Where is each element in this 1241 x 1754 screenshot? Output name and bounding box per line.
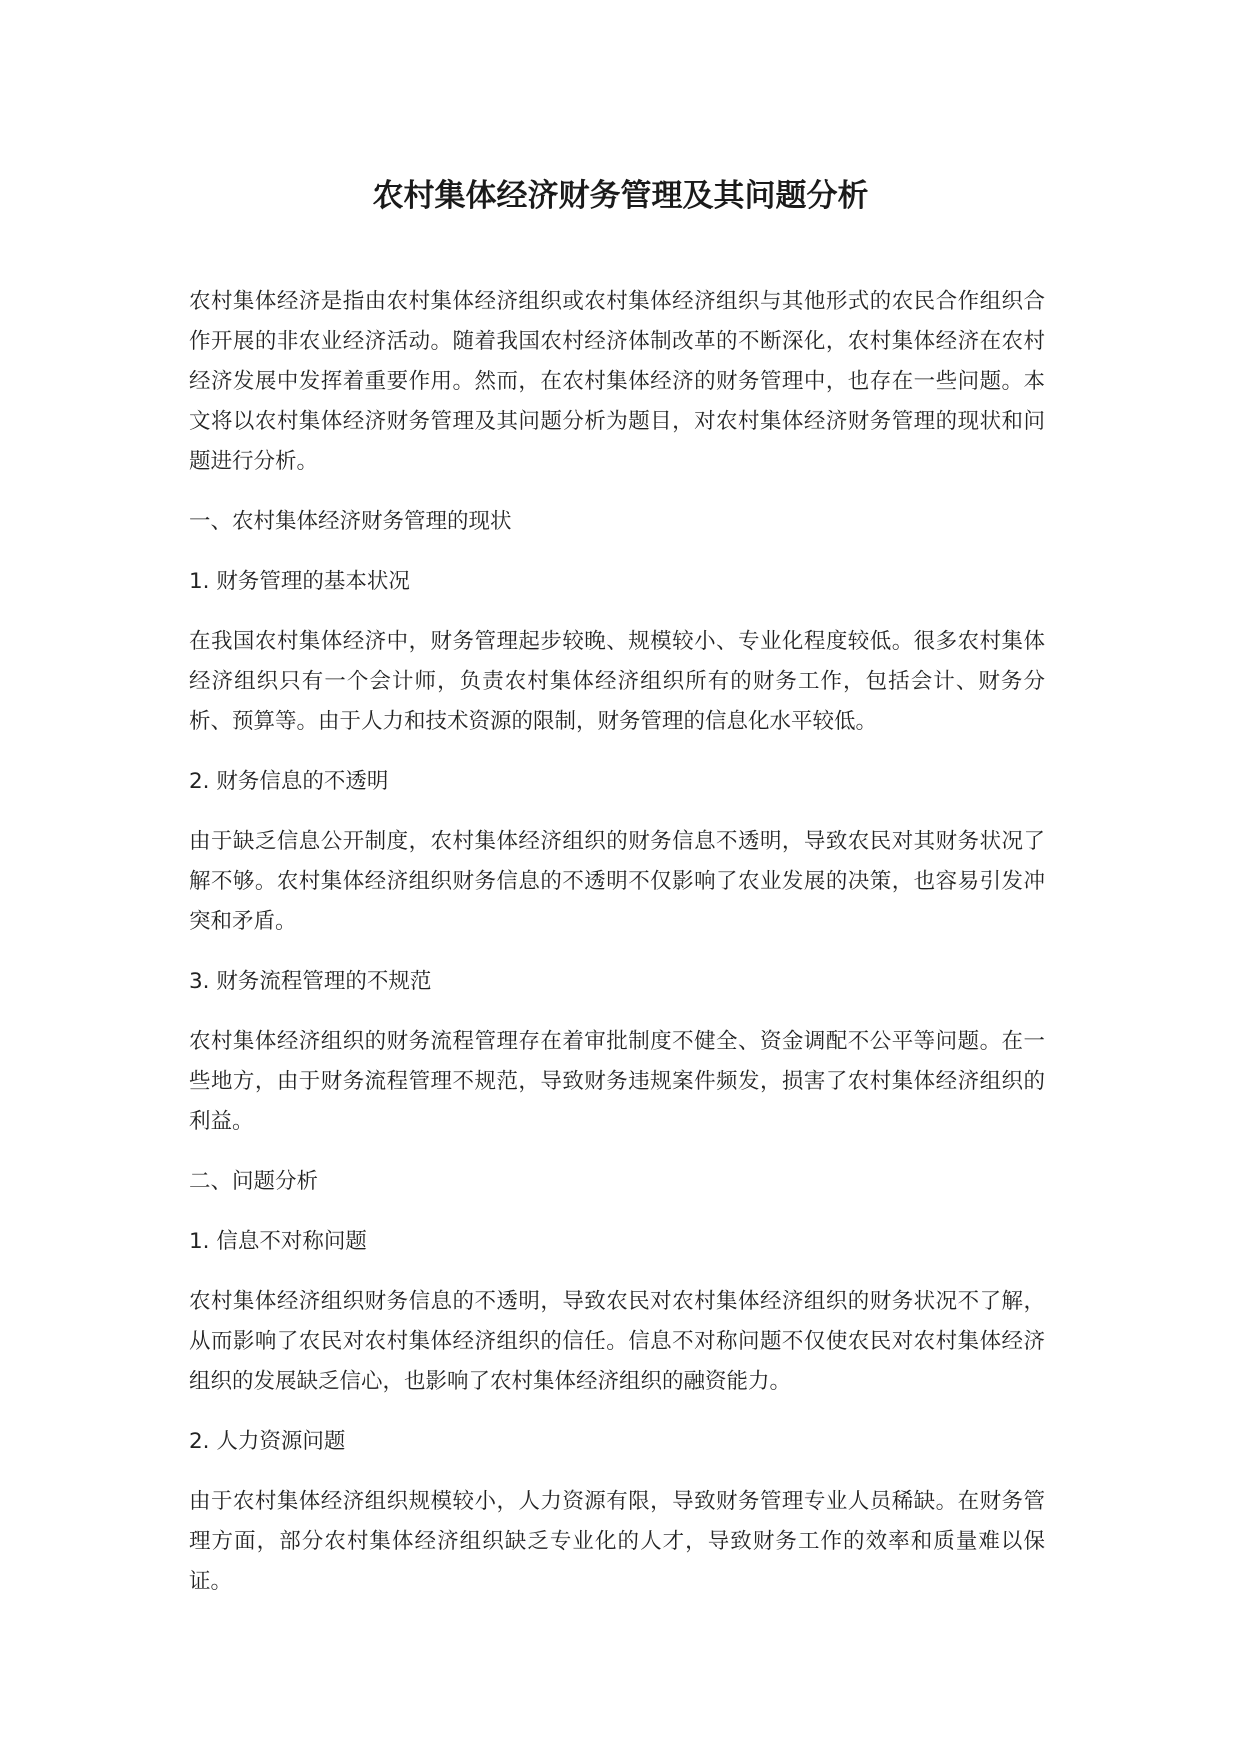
intro-paragraph: 农村集体经济是指由农村集体经济组织或农村集体经济组织与其他形式的农民合作组织合作开展的非农业经济活动。随着我国农村经济体制改革的不断深化，农村集体经济在农村经济发展中发挥着重要作用。然而，在农村集体经济的财务管理中，也存在一些问题。本文将以农村集体经济财务管理及其问题分析为题目，对农村集体经济财务管理的现状和问题进行分析。: [189, 289, 1045, 474]
subheading-basic-status: 1. 财务管理的基本状况: [189, 569, 410, 594]
subheading-info-asymmetry: 1. 信息不对称问题: [189, 1229, 367, 1254]
subheading-info-opacity: 2. 财务信息的不透明: [189, 769, 389, 794]
paragraph-info-opacity: 由于缺乏信息公开制度，农村集体经济组织的财务信息不透明，导致农民对其财务状况了解不够。农村集体经济组织财务信息的不透明不仅影响了农业发展的决策，也容易引发冲突和矛盾。: [189, 829, 1045, 934]
paragraph-basic-status: 在我国农村集体经济中，财务管理起步较晚、规模较小、专业化程度较低。很多农村集体经济组织只有一个会计师，负责农村集体经济组织所有的财务工作，包括会计、财务分析、预算等。由于人力和技术资源的限制，财务管理的信息化水平较低。: [189, 629, 1045, 734]
paragraph-process-irregular: 农村集体经济组织的财务流程管理存在着审批制度不健全、资金调配不公平等问题。在一些地方，由于财务流程管理不规范，导致财务违规案件频发，损害了农村集体经济组织的利益。: [189, 1029, 1045, 1134]
subheading-human-resources: 2. 人力资源问题: [189, 1429, 346, 1454]
section-heading-analysis: 二、问题分析: [189, 1169, 319, 1194]
paragraph-info-asymmetry: 农村集体经济组织财务信息的不透明，导致农民对农村集体经济组织的财务状况不了解，从而影响了农民对农村集体经济组织的信任。信息不对称问题不仅使农民对农村集体经济组织的发展缺乏信心，也影响了农村集体经济组织的融资能力。: [189, 1289, 1045, 1394]
paragraph-human-resources: 由于农村集体经济组织规模较小，人力资源有限，导致财务管理专业人员稀缺。在财务管理方面，部分农村集体经济组织缺乏专业化的人才，导致财务工作的效率和质量难以保证。: [189, 1489, 1045, 1594]
document-title: 农村集体经济财务管理及其问题分析: [372, 178, 869, 214]
document-body: [189, 282, 1045, 1622]
section-heading-status: 一、农村集体经济财务管理的现状: [189, 509, 512, 534]
subheading-process-irregular: 3. 财务流程管理的不规范: [189, 969, 432, 994]
